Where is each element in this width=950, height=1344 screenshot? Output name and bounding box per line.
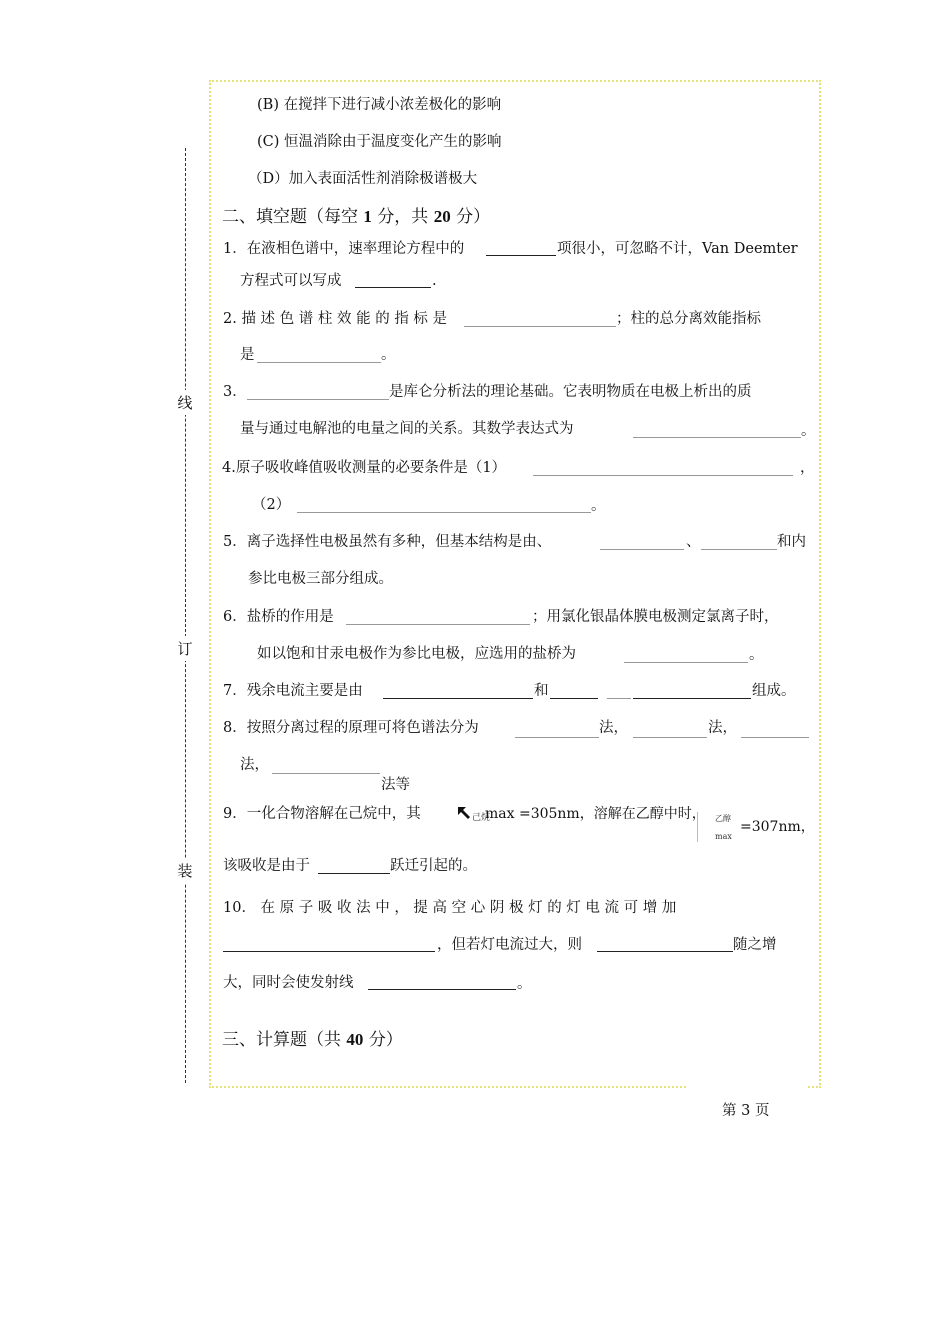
- q6-blank-2[interactable]: [624, 662, 748, 663]
- q5-text-c: 和内: [777, 534, 806, 550]
- frame-gap: [688, 1082, 808, 1092]
- q8-text-c: 法，: [708, 720, 737, 736]
- section2-heading: [222, 208, 490, 226]
- q8-text-a: 8．按照分离过程的原理可将色谱法分为: [223, 720, 479, 736]
- q1-text-b: 项很小，可忽略不计，Van Deemter: [557, 241, 798, 257]
- q10-text-e: 。: [517, 976, 532, 992]
- q7-blank-4[interactable]: [633, 698, 751, 699]
- q9-sub-max: max: [715, 832, 732, 841]
- q7-text-c: 组成。: [752, 683, 796, 699]
- section3-n: 40: [346, 1030, 364, 1049]
- section2-n2: 20: [433, 207, 451, 226]
- q7-text-b: 和: [534, 683, 549, 699]
- q6-text-c: 如以饱和甘汞电极作为参比电极，应选用的盐桥为: [257, 646, 576, 662]
- q2-text-c: 是: [240, 347, 255, 363]
- q7-blank-1[interactable]: [383, 698, 533, 699]
- q5-blank-2[interactable]: [701, 549, 777, 550]
- q2-blank-2[interactable]: [257, 362, 381, 363]
- q10-blank-3[interactable]: [368, 989, 516, 990]
- q1-text-a: 1．在液相色谱中，速率理论方程中的: [223, 241, 465, 257]
- q10-blank-1[interactable]: [223, 951, 435, 952]
- section3-post: 分）: [368, 1030, 403, 1050]
- q9-divider: [697, 812, 698, 842]
- q10-text-d: 大，同时会使发射线: [223, 975, 354, 991]
- q8-blank-1[interactable]: [515, 737, 599, 738]
- q3-blank-1[interactable]: [247, 399, 389, 400]
- page-number: 第 3 页: [722, 1103, 770, 1119]
- q1-blank-2[interactable]: [355, 287, 431, 288]
- binding-line: [185, 148, 186, 1083]
- q9-text-e: 跃迁引起的。: [390, 858, 477, 874]
- q8-blank-4[interactable]: [272, 773, 380, 774]
- section2-post: 分）: [456, 207, 491, 227]
- q4-text-d: 。: [591, 498, 606, 514]
- q3-text-a: 3．: [223, 384, 247, 400]
- q2-blank-1[interactable]: [464, 326, 616, 327]
- q9-sub-hexane: 己烷: [472, 813, 491, 823]
- option-b: (B) 在搅拌下进行减小浓差极化的影响: [257, 97, 502, 113]
- q1-blank-1[interactable]: [486, 255, 556, 256]
- q6-blank-1[interactable]: [346, 624, 530, 625]
- q4-blank-2[interactable]: [297, 512, 591, 513]
- q5-text-a: 5．离子选择性电极虽然有多种，但基本结构是由、: [223, 534, 552, 550]
- q9-sub-ethanol: 乙醇: [715, 814, 731, 823]
- q4-text-c: （2）: [252, 497, 291, 513]
- q1-text-d: .: [432, 273, 437, 289]
- q9-text-d: 该吸收是由于: [223, 858, 310, 874]
- q8-text-e: 法等: [381, 777, 410, 793]
- q3-text-d: 。: [801, 423, 816, 439]
- option-c: (C) 恒温消除由于温度变化产生的影响: [257, 134, 502, 150]
- q4-blank-1[interactable]: [533, 475, 793, 476]
- q7-blank-2[interactable]: [550, 698, 598, 699]
- q4-text-b: ，: [800, 460, 815, 476]
- section2-mid: 分，共: [377, 207, 429, 227]
- q3-blank-2[interactable]: [633, 437, 801, 438]
- binding-char-zhuang: 装: [176, 858, 194, 883]
- q2-text-a: 2. 描 述 色 谱 柱 效 能 的 指 标 是: [223, 311, 448, 327]
- section2-n1: 1: [363, 207, 372, 226]
- q8-blank-3[interactable]: [741, 737, 809, 738]
- q3-text-c: 量与通过电解池的电量之间的关系。其数学表达式为: [240, 421, 574, 437]
- option-d: （D）加入表面活性剂消除极谱极大: [248, 171, 478, 187]
- lambda-symbol-icon: [456, 805, 472, 821]
- q9-blank[interactable]: [318, 873, 390, 874]
- q10-text-c: 随之增: [733, 937, 777, 953]
- q7-blank-3[interactable]: [607, 698, 631, 699]
- q8-blank-2[interactable]: [633, 737, 707, 738]
- q6-text-d: 。: [749, 647, 764, 663]
- q8-text-d: 法，: [240, 757, 269, 773]
- q2-text-d: 。: [381, 347, 396, 363]
- q10-blank-2[interactable]: [597, 951, 733, 952]
- q1-text-c: 方程式可以写成: [240, 273, 342, 289]
- q6-text-b: ；用氯化银晶体膜电极测定氯离子时，: [532, 609, 779, 625]
- binding-char-line: 线: [176, 390, 194, 415]
- q9-text-a: 9．一化合物溶解在己烷中，其: [223, 806, 421, 822]
- q3-text-b: 是库仑分析法的理论基础。它表明物质在电极上析出的质: [389, 384, 752, 400]
- q2-text-b: ；柱的总分离效能指标: [616, 311, 761, 327]
- q9-text-c: =307nm，: [740, 819, 815, 835]
- q5-text-d: 参比电极三部分组成。: [248, 571, 393, 587]
- q10-text-b: ，但若灯电流过大，则: [437, 937, 582, 953]
- section2-pre: 二、填空题（每空: [222, 207, 358, 227]
- section3-pre: 三、计算题（共: [222, 1030, 341, 1050]
- q6-text-a: 6．盐桥的作用是: [223, 609, 334, 625]
- q8-text-b: 法，: [599, 720, 628, 736]
- q10-text-a: 10． 在 原 子 吸 收 法 中 ， 提 高 空 心 阴 极 灯 的 灯 电 流 可 增 加: [223, 900, 677, 916]
- q9-text-b: max =305nm，溶解在乙醇中时，: [485, 806, 706, 822]
- q4-text-a: 4.原子吸收峰值吸收测量的必要条件是（1）: [222, 460, 507, 476]
- binding-char-ding: 订: [176, 636, 194, 661]
- q7-text-a: 7．残余电流主要是由: [223, 683, 363, 699]
- q5-blank-1[interactable]: [600, 549, 684, 550]
- q5-text-b: 、: [686, 534, 701, 550]
- section3-heading: [222, 1031, 403, 1049]
